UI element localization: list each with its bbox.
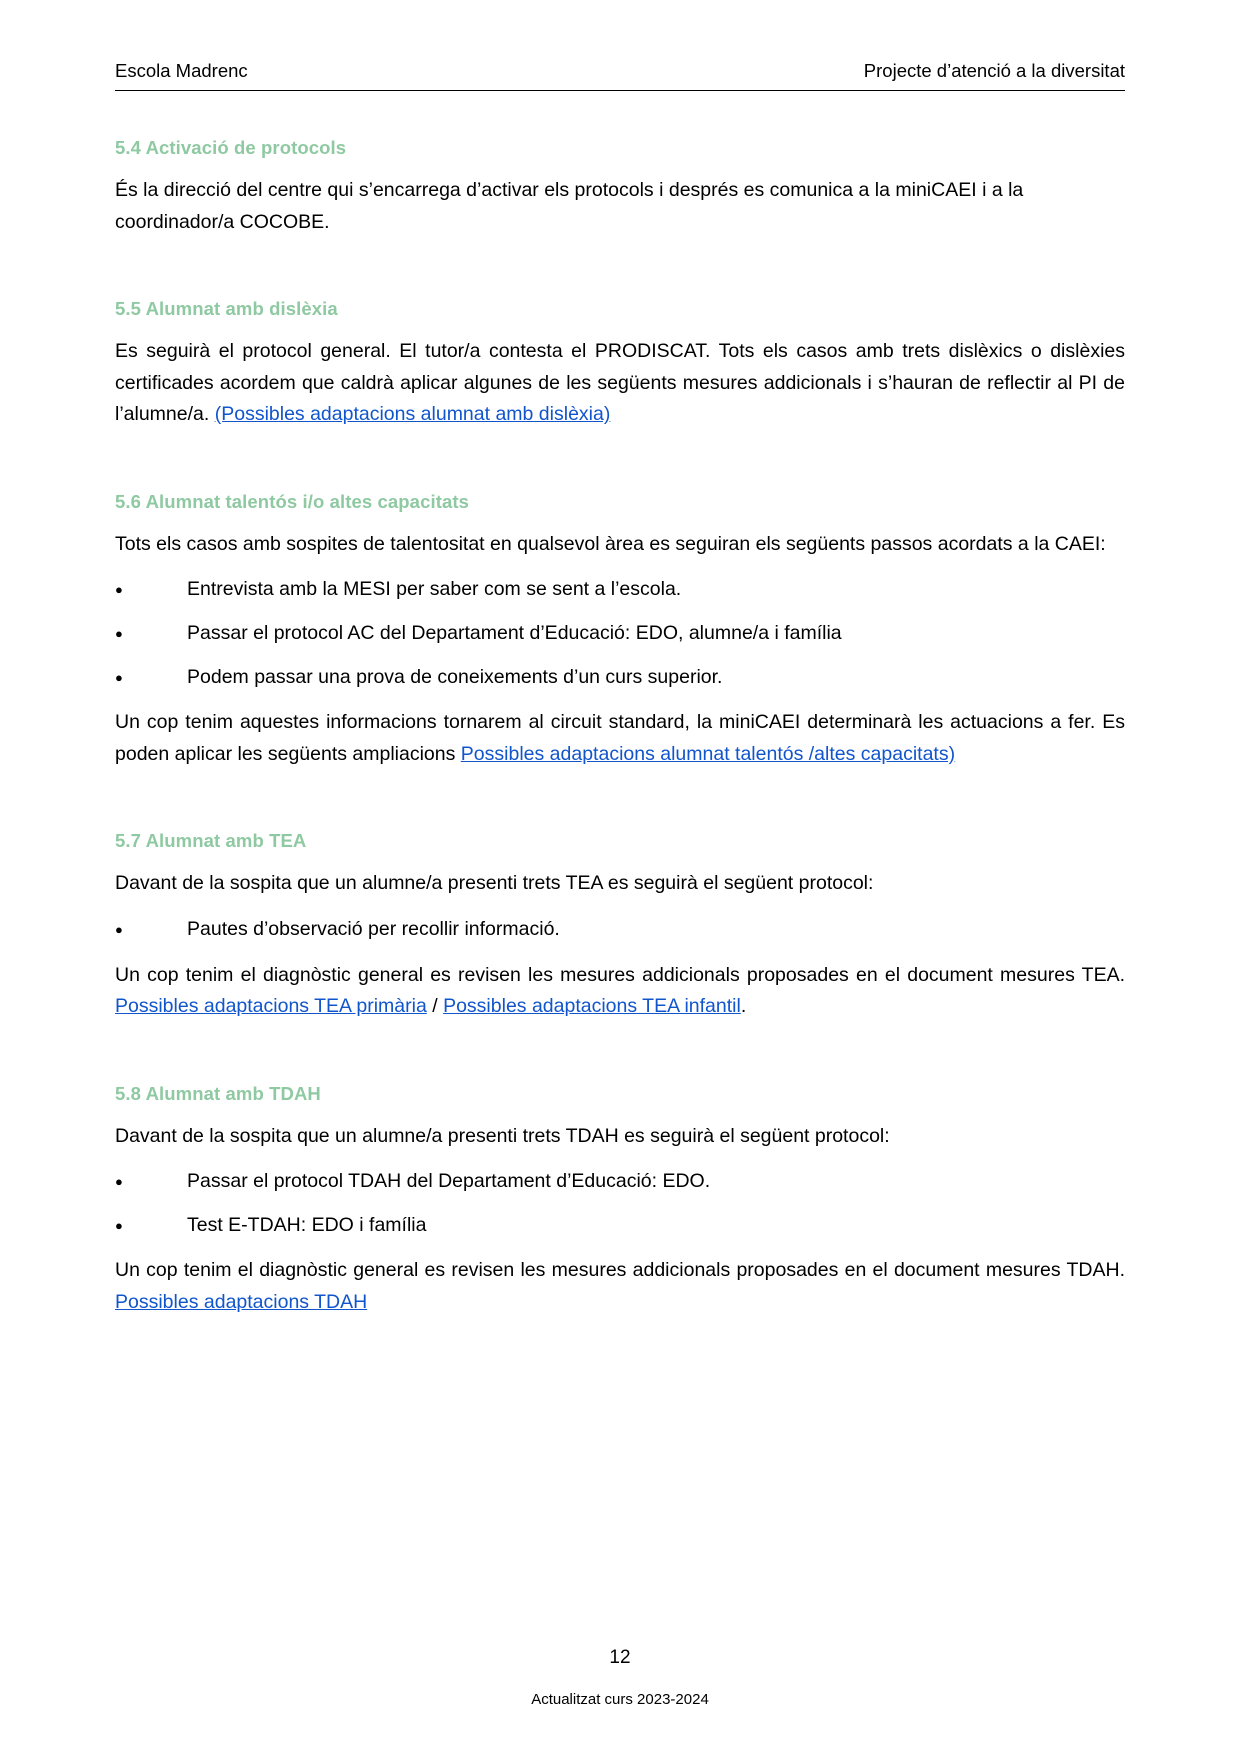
section-5-8-bullet-list [115,1166,1125,1241]
spacer [115,804,1125,830]
section-5-7-paragraph-2 [115,960,1125,1023]
section-5-7-text-post: . [740,995,747,1018]
section-5-6-text: Un cop tenim aquestes informacions tornarem al circuit standard, la miniCAEI determinarà les actuacions a fer. Es poden aplicar les següents ampliacions [115,711,1125,765]
header-right-text: Projecte d’atenció a la diversitat [863,60,1125,81]
link-adaptacions-tea-infantil[interactable]: Possibles adaptacions TEA infantil [443,995,741,1018]
section-5-5 [115,298,1125,431]
page-footer [0,1647,1240,1708]
spacer [115,1057,1125,1083]
section-5-4-paragraph: És la direcció del centre qui s’encarrega d’activar els protocols i després es comunica a la miniCAEI i a la coordinador/a COCOBE. [115,179,1024,233]
section-5-7-title: 5.7 Alumnat amb TEA [115,830,307,852]
page-header [115,60,1125,91]
spacer [115,465,1125,491]
header-left-text: Escola Madrenc [115,60,248,81]
list-item: ● Pautes d’observació per recollir informació. [115,914,1125,946]
page-number: 12 [609,1647,631,1668]
section-5-5-paragraph [115,336,1125,431]
section-5-8-title: 5.8 Alumnat amb TDAH [115,1082,321,1104]
link-adaptacions-tea-primaria[interactable]: Possibles adaptacions TEA primària [115,995,427,1018]
section-5-7-text-mid: / [426,995,444,1018]
spacer [115,272,1125,298]
section-5-6 [115,491,1125,770]
list-item: ● Test E-TDAH: EDO i família [115,1210,1125,1242]
list-item: ● Podem passar una prova de coneixements d’un curs superior. [115,662,1125,694]
section-5-5-title: 5.5 Alumnat amb dislèxia [115,298,338,320]
section-5-8 [115,1083,1125,1319]
section-5-7-text-pre: Un cop tenim el diagnòstic general es revisen les mesures addicionals proposades en el document mesures TEA. [115,963,1125,986]
section-5-4 [115,137,1125,238]
section-5-7-paragraph-1: Davant de la sospita que un alumne/a presenti trets TEA es seguirà el següent protocol: [115,872,874,895]
section-5-7 [115,830,1125,1022]
section-5-8-paragraph-2 [115,1255,1125,1318]
list-item: ● Entrevista amb la MESI per saber com se sent a l’escola. [115,574,1125,606]
list-item: ● Passar el protocol TDAH del Departament d’Educació: EDO. [115,1166,1125,1198]
section-5-6-bullet-list [115,574,1125,693]
section-5-6-paragraph-2 [115,707,1125,770]
section-5-8-paragraph-1: Davant de la sospita que un alumne/a presenti trets TDAH es seguirà el següent protocol: [115,1124,890,1147]
section-5-5-text: Es seguirà el protocol general. El tutor/a contesta el PRODISCAT. Tots els casos amb trets dislèxics o dislèxies certificades acordem que caldrà aplicar algunes de les següents mesures addicionals i s’hauran de reflectir al PI de l’alumne/a. [115,340,1125,426]
link-adaptacions-tdah[interactable]: Possibles adaptacions TDAH [115,1290,368,1313]
link-adaptacions-talentos[interactable]: Possibles adaptacions alumnat talentós /altes capacitats) [460,742,956,765]
footer-note: Actualitzat curs 2023-2024 [531,1691,709,1708]
list-item: ● Passar el protocol AC del Departament d’Educació: EDO, alumne/a i família [115,618,1125,650]
section-5-4-title: 5.4 Activació de protocols [115,137,347,158]
section-5-8-text-pre: Un cop tenim el diagnòstic general es revisen les mesures addicionals proposades en el document mesures TDAH. [115,1259,1125,1282]
link-adaptacions-dislexia[interactable]: (Possibles adaptacions alumnat amb dislèxia) [214,403,611,426]
section-5-7-bullet-list [115,914,1125,946]
section-5-6-paragraph-1: Tots els casos amb sospites de talentositat en qualsevol àrea es seguiran els següents passos acordats a la CAEI: [115,532,1106,555]
section-5-6-title: 5.6 Alumnat talentós i/o altes capacitats [115,490,470,512]
